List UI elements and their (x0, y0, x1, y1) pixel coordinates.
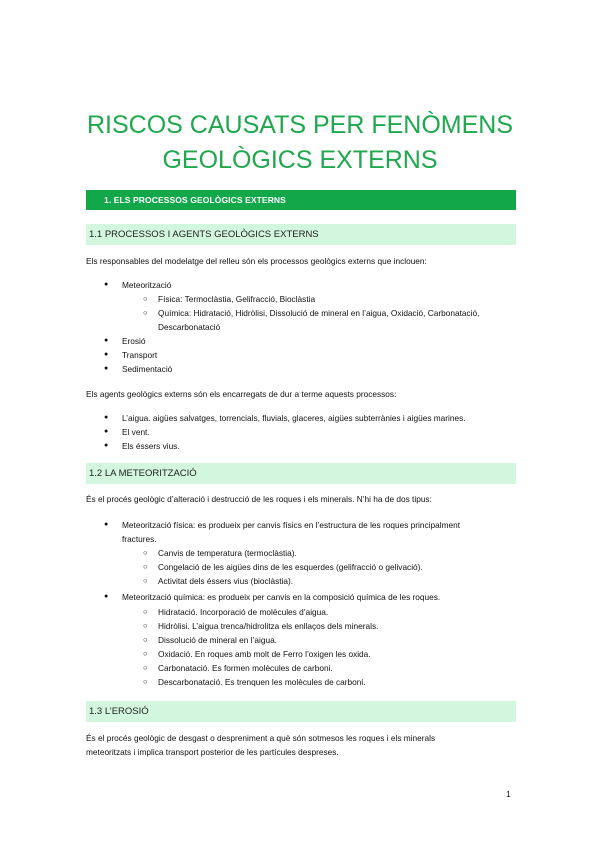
list-item: Meteorització física: es produeix per canvis físics en l’estructura de les roques principalment (122, 520, 461, 530)
list-item: Química: Hidratació, Hidròlisi, Dissolució de mineral en l’aigua, Oxidació, Carbonatació, (158, 308, 480, 318)
bullet-icon: ● (104, 442, 109, 449)
list-item: Sedimentació (122, 364, 173, 374)
paragraph-erosio-line-1: És el procés geològic de desgast o despreniment a què són sotmesos les roques i els minerals (86, 733, 436, 743)
paragraph-erosio-line-2: meteoritzats i implica transport posterior de les partícules despreses. (86, 747, 339, 757)
list-item: Física: Termoclàstia, Gelifracció, Bioclàstia (158, 294, 316, 304)
bullet-icon: ● (104, 414, 109, 421)
list-item: Hidratació. Incorporació de molècules d’aigua. (158, 607, 329, 617)
circle-bullet-icon: ○ (143, 562, 148, 571)
list-item: Canvis de temperatura (termoclàstia). (158, 548, 297, 558)
circle-bullet-icon: ○ (143, 677, 148, 686)
list-item: Carbonatació. Es formen molècules de carboni. (158, 663, 333, 673)
list-item: Els éssers vius. (122, 441, 180, 451)
list-item: Oxidació. En roques amb molt de Ferro l’oxigen les oxida. (158, 649, 371, 659)
bullet-icon: ● (104, 365, 109, 372)
section-heading-1: 1. ELS PROCESSOS GEOLÒGICS EXTERNS (86, 190, 516, 210)
list-item: L’aigua. aigües salvatges, torrencials, fluvials, glaceres, aigües subterrànies i aigües marines. (122, 413, 466, 423)
list-item: Meteorització (122, 280, 172, 290)
list-item: fractures. (122, 534, 157, 544)
bullet-icon: ● (104, 428, 109, 435)
bullet-icon: ● (104, 593, 109, 600)
list-item: Dissolució de mineral en l’aigua. (158, 635, 277, 645)
bullet-icon: ● (104, 281, 109, 288)
circle-bullet-icon: ○ (143, 621, 148, 630)
paragraph-intro-meteoritzacio: És el procés geològic d’alteració i destrucció de les roques i els minerals. N’hi ha de dos tipus: (86, 494, 432, 504)
paragraph-intro-agents: Els agents geològics externs són els encarregats de dur a terme aquests processos: (86, 389, 397, 399)
subsection-heading-1-2: 1.2 LA METEORITZACIÓ (86, 463, 516, 484)
circle-bullet-icon: ○ (143, 576, 148, 585)
list-item: Activitat dels éssers vius (bioclàstia). (158, 576, 294, 586)
circle-bullet-icon: ○ (143, 294, 148, 303)
circle-bullet-icon: ○ (143, 308, 148, 317)
list-item: Transport (122, 350, 158, 360)
circle-bullet-icon: ○ (143, 649, 148, 658)
list-item: Descarbonatació (158, 322, 221, 332)
bullet-icon: ● (104, 337, 109, 344)
bullet-icon: ● (104, 521, 109, 528)
page-number: 1 (506, 789, 511, 799)
list-item: Descarbonatació. Es trenquen les molècules de carboni. (158, 677, 366, 687)
list-item: Erosió (122, 336, 146, 346)
bullet-icon: ● (104, 351, 109, 358)
subsection-heading-1-3: 1.3 L’EROSIÓ (86, 701, 516, 722)
circle-bullet-icon: ○ (143, 548, 148, 557)
list-item: Meteorització química: es produeix per canvis en la composició química de les roques. (122, 592, 441, 602)
list-item: Congelació de les aigües dins de les esquerdes (gelifracció o gelivació). (158, 562, 423, 572)
list-item: Hidròlisi. L’aigua trenca/hidrolitza els enllaços dels minerals. (158, 621, 379, 631)
document-title-line-1: RISCOS CAUSATS PER FENÒMENS (87, 111, 513, 139)
list-item: El vent. (122, 427, 150, 437)
paragraph-intro-processes: Els responsables del modelatge del relleu són els processos geològics externs que inclouen: (86, 256, 427, 266)
circle-bullet-icon: ○ (143, 607, 148, 616)
circle-bullet-icon: ○ (143, 663, 148, 672)
subsection-heading-1-1: 1.1 PROCESSOS I AGENTS GEOLÒGICS EXTERNS (86, 224, 516, 245)
document-title-line-2: GEOLÒGICS EXTERNS (162, 146, 438, 174)
circle-bullet-icon: ○ (143, 635, 148, 644)
